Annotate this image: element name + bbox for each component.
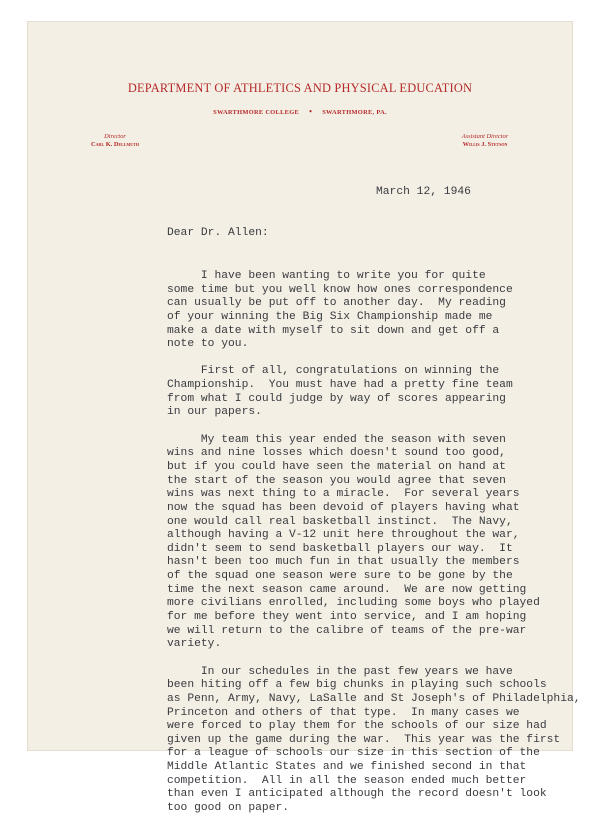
text-line: too good on paper. [167,801,290,814]
text-line: variety. [167,638,222,651]
text-line: hasn't been too much fun in that usually the members [167,556,520,569]
body-paragraph [167,666,600,816]
letter-body [167,270,600,829]
text-line: for a league of schools our size in this section of the [167,747,540,760]
text-line: time the next season came around. We are now getting [167,583,527,596]
text-line: didn't seem to send basketball players our way. It [167,542,513,555]
text-line: we will return to the calibre of teams of the pre-war [167,624,527,637]
text-line: given up the game during the war. This year was the first [167,733,561,746]
assistant-director-role: Assistant Director [461,133,509,140]
text-line: competition. All in all the season ended much better [167,774,527,787]
text-line: First of all, congratulations on winning the [167,365,500,378]
text-line: were forced to play them for the schools of our size had [167,720,547,733]
assistant-director-block [440,133,530,148]
text-line: now the squad has been devoid of players having what [167,501,520,514]
text-line: Championship. You must have had a pretty fine team [167,379,513,392]
text-line: of the squad one season were sure to be gone by the [167,570,513,583]
letter-page [28,22,581,814]
text-line: for me before they went into service, and I am hoping [167,611,527,624]
text-line: than even I anticipated although the record doesn't look [167,788,547,801]
text-line: wins and nine losses which doesn't sound too good, [167,447,506,460]
letterhead-college: SWARTHMORE COLLEGE [213,109,300,116]
bullet-icon: • [309,107,313,116]
assistant-director-name: Willis J. Stetson [462,141,508,148]
text-line: In our schedules in the past few years we have [167,665,513,678]
body-paragraph [167,270,600,352]
text-line: wins was next thing to a miracle. For several years [167,488,520,501]
body-paragraph [167,434,600,652]
body-paragraph [167,365,600,420]
letterhead-title: DEPARTMENT OF ATHLETICS AND PHYSICAL EDUCATION [127,81,473,95]
text-line: the start of the season you would agree that seven [167,474,506,487]
text-line: Middle Atlantic States and we finished second in that [167,761,527,774]
text-line: make a date with myself to sit down and get off a [167,324,500,337]
letter-date: March 12, 1946 [376,186,471,198]
text-line: although having a V-12 unit here throughout the war, [167,529,520,542]
text-line: more civilians enrolled, including some boys who played [167,597,540,610]
text-line: I have been wanting to write you for quite [167,270,486,282]
letterhead-address [28,107,572,116]
text-line: can usually be put off to another day. My reading [167,297,506,310]
text-line: some time but you well know how ones correspondence [167,283,513,296]
text-line: Princeton and others of that type. In many cases we [167,706,520,719]
text-line: of your winning the Big Six Championship made me [167,310,493,323]
text-line: been hiting off a few big chunks in playing such schools [167,679,547,692]
text-line: note to you. [167,338,249,351]
text-line: from what I could judge by way of scores appearing [167,392,506,405]
text-line: one would call real basketball instinct. The Navy, [167,515,513,528]
letterhead-location: SWARTHMORE, PA. [322,109,387,116]
salutation: Dear Dr. Allen: [167,227,269,239]
director-block [70,133,160,148]
text-line: in our papers. [167,406,262,419]
text-line: as Penn, Army, Navy, LaSalle and St Joseph's of Philadelphia, [167,692,581,705]
director-name: Carl K. Dellmuth [91,141,139,148]
text-line: My team this year ended the season with seven [167,433,506,446]
director-role: Director [104,133,126,140]
text-line: but if you could have seen the material on hand at [167,460,506,473]
